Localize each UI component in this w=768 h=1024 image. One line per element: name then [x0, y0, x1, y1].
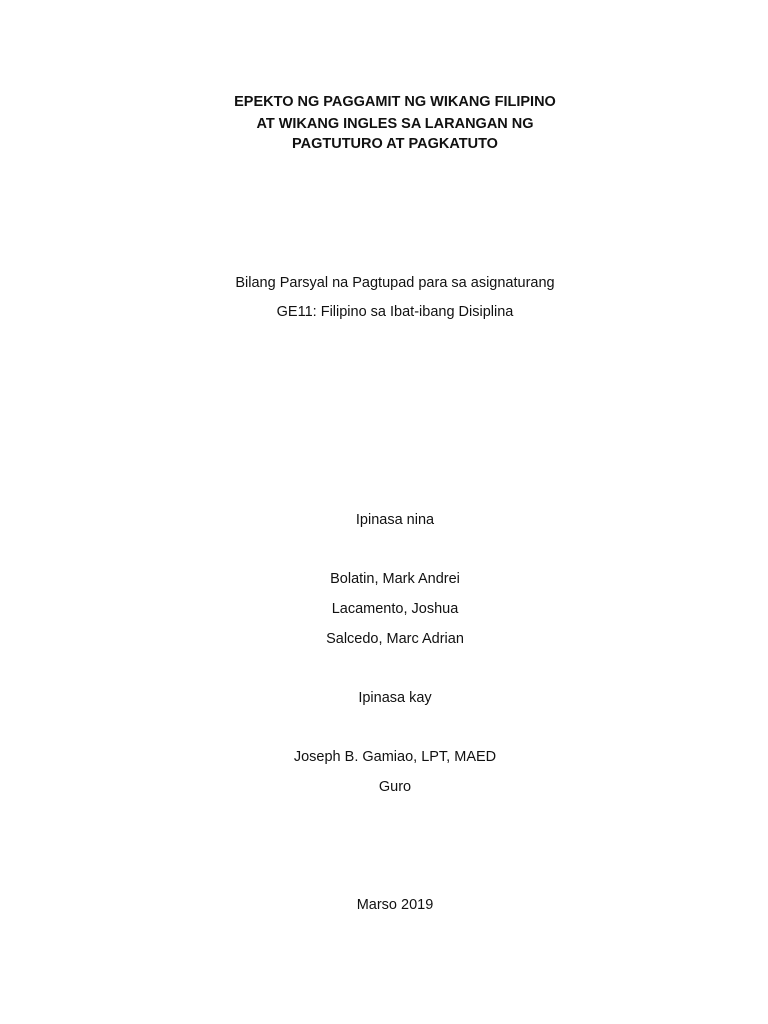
requirement-line-2: GE11: Filipino sa Ibat-ibang Disiplina: [276, 304, 514, 320]
submission-date: Marso 2019: [356, 897, 434, 913]
submitted-by-label: Ipinasa nina: [355, 512, 435, 528]
submitted-to-label: Ipinasa kay: [358, 690, 432, 706]
author-1: Bolatin, Mark Andrei: [330, 571, 460, 587]
author-3: Salcedo, Marc Adrian: [326, 631, 464, 647]
title-line-1: EPEKTO NG PAGGAMIT NG WIKANG FILIPINO: [234, 94, 556, 110]
teacher-name: Joseph B. Gamiao, LPT, MAED: [293, 749, 497, 765]
title-line-2: AT WIKANG INGLES SA LARANGAN NG: [256, 116, 534, 132]
title-line-3: PAGTUTURO AT PAGKATUTO: [292, 136, 498, 152]
teacher-role: Guro: [378, 779, 412, 795]
requirement-line-1: Bilang Parsyal na Pagtupad para sa asignaturang: [235, 275, 555, 291]
author-2: Lacamento, Joshua: [331, 601, 459, 617]
